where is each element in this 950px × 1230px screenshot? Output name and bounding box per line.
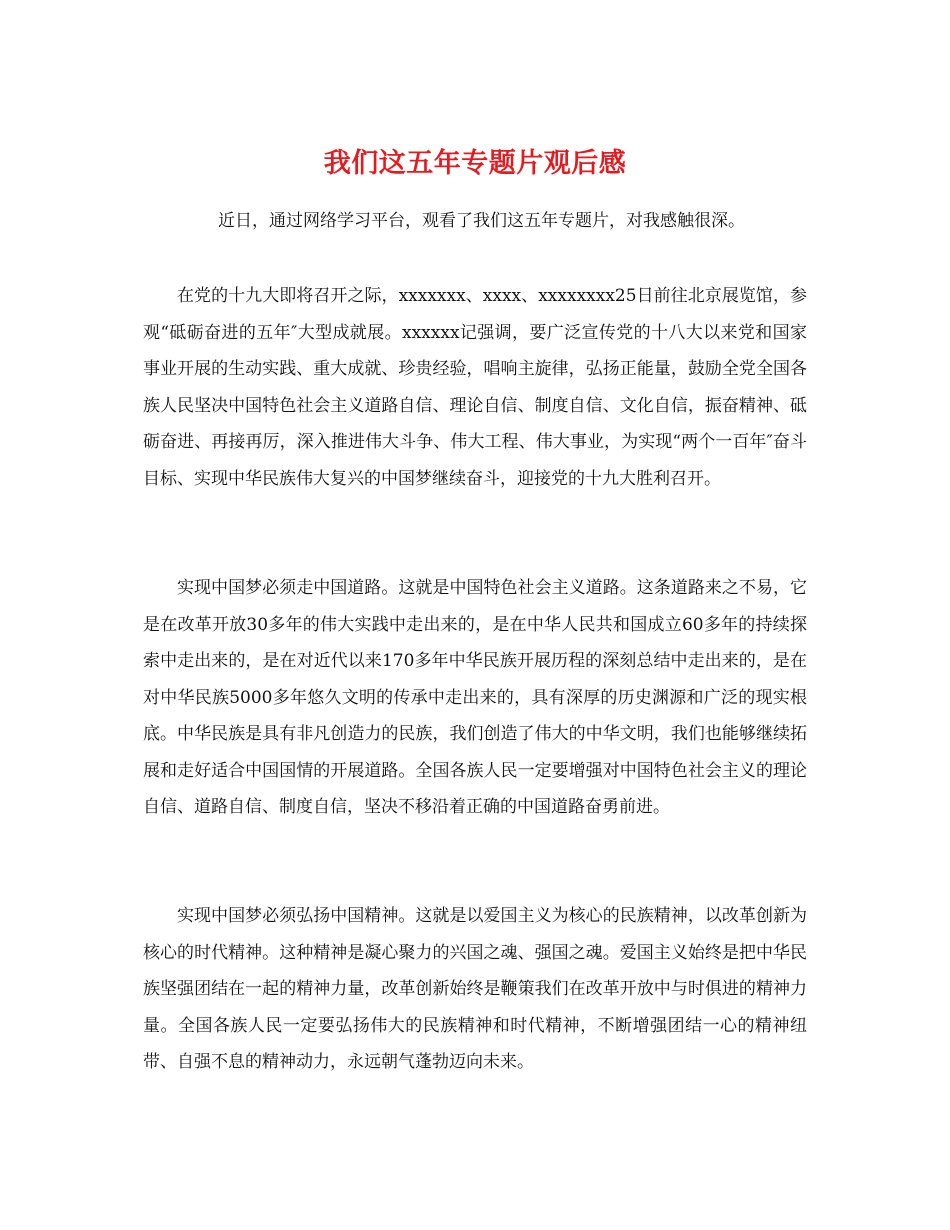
body-paragraph-2: 实现中国梦必须走中国道路。这就是中国特色社会主义道路。这条道路来之不易，它是在改革开放30多年的伟大实践中走出来的，是在中华人民共和国成立60多年的持续探索中走出来的，是在对近代以来170多年中华民族开展历程的深刻总结中走出来的，是在对中华民族5000多年悠久文明的传承中走出来的，具有深厚的历史渊源和广泛的现实根底。中华民族是具有非凡创造力的民族，我们创造了伟大的中华文明，我们也能够继续拓展和走好适合中国国情的开展道路。全国各族人民一定要增强对中国特色社会主义的理论自信、道路自信、制度自信，坚决不移沿着正确的中国道路奋勇前进。: [143, 578, 807, 817]
body-paragraph-3: 实现中国梦必须弘扬中国精神。这就是以爱国主义为核心的民族精神，以改革创新为核心的时代精神。这种精神是凝心聚力的兴国之魂、强国之魂。爱国主义始终是把中华民族坚强团结在一起的精神力量，改革创新始终是鞭策我们在改革开放中与时俱进的精神力量。全国各族人民一定要弘扬伟大的民族精神和时代精神，不断增强团结一心的精神纽带、自强不息的精神动力，永远朝气蓬勃迈向未来。: [143, 906, 807, 1072]
intro-paragraph: 近日，通过网络学习平台，观看了我们这五年专题片，对我感触很深。: [218, 211, 745, 231]
body-paragraph-1: 在党的十九大即将召开之际，xxxxxxx、xxxx、xxxxxxxx25日前往北京展览馆，参观“砥砺奋进的五年″大型成就展。xxxxxx记强调，要广泛宣传党的十八大以来党和国家事业开展的生动实践、重大成就、珍贵经验，唱响主旋律，弘扬正能量，鼓励全党全国各族人民坚决中国特色社会主义道路自信、理论自信、制度自信、文化自信，振奋精神、砥砺奋进、再接再厉，深入推进伟大斗争、伟大工程、伟大事业，为实现“两个一百年″奋斗目标、实现中华民族伟大复兴的中国梦继续奋斗，迎接党的十九大胜利召开。: [143, 286, 807, 489]
page-title: 我们这五年专题片观后感: [323, 148, 627, 180]
